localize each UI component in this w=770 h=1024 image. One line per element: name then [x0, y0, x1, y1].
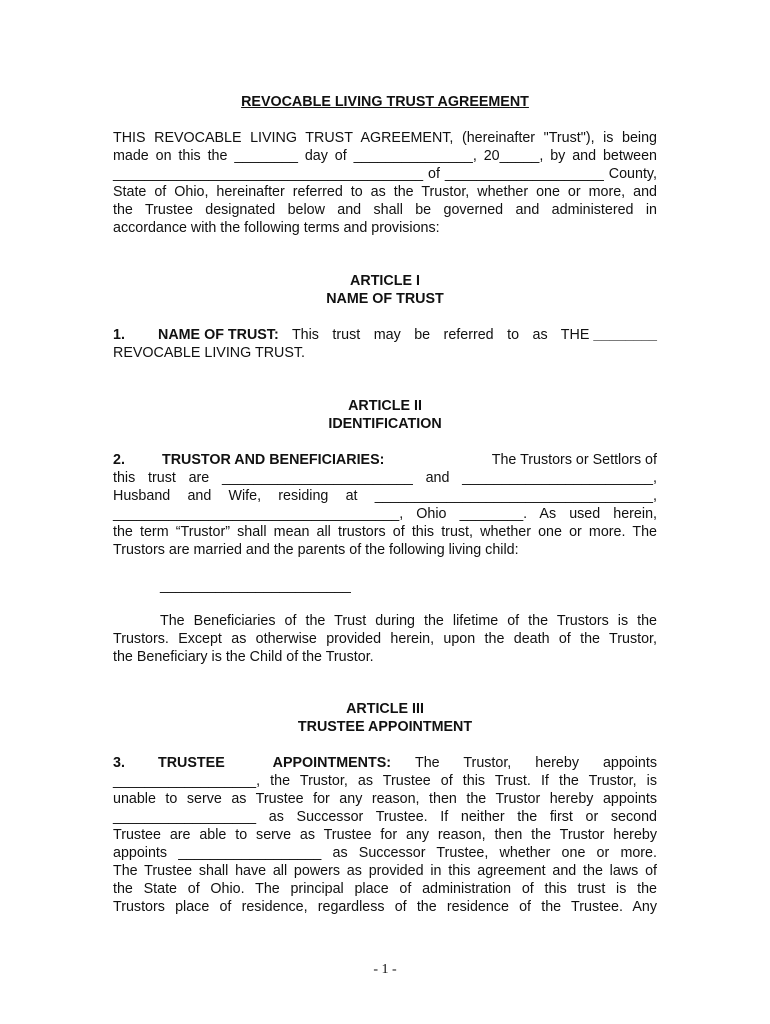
section-label: NAME OF TRUST: — [158, 327, 279, 343]
section-2-line: Husband and Wife, residing at ___________________________________, — [113, 488, 657, 504]
section-2-line: Trustors are married and the parents of the following living child: — [113, 542, 519, 558]
section-label: TRUSTEE APPOINTMENTS: — [158, 755, 391, 771]
section-3-line: The Trustee shall have all powers as provided in this agreement and the laws of — [113, 863, 657, 879]
intro-line: made on this the ________ day of _______________, 20_____, by and between — [113, 148, 657, 164]
intro-line: accordance with the following terms and provisions: — [113, 220, 440, 236]
section-3-line: __________________, the Trustor, as Trustee of this Trust. If the Trustor, is — [113, 773, 657, 789]
intro-line: State of Ohio, hereinafter referred to as the Trustor, whether one or more, and — [113, 184, 657, 200]
section-number: 3. — [113, 755, 125, 771]
section-3-line: unable to serve as Trustee for any reason, then the Trustor hereby appoints — [113, 791, 657, 807]
article-heading: ARTICLE III — [346, 701, 424, 717]
article-heading: ARTICLE I — [350, 273, 420, 289]
page-number: - 1 - — [373, 962, 397, 977]
article-subheading: IDENTIFICATION — [328, 416, 442, 432]
section-3-line — [113, 754, 657, 772]
section-2-line — [113, 451, 657, 469]
section-3-line: appoints __________________ as Successor Trustee, whether one or more. — [113, 845, 657, 861]
section-3-line: __________________ as Successor Trustee. If neither the first or second — [113, 809, 657, 825]
section-text: The Trustors or Settlors of — [491, 452, 657, 468]
intro-line: _______________________________________ of ____________________ County, — [113, 166, 657, 182]
section-text: This trust may be referred to as THE — [278, 327, 594, 343]
section-number: 2. — [113, 452, 125, 468]
section-3-line: the State of Ohio. The principal place of administration of this trust is the — [113, 881, 657, 897]
child-name-blank: ________________________ — [160, 578, 351, 594]
section-3-line: Trustee are able to serve as Trustee for any reason, then the Trustor hereby — [113, 827, 657, 843]
section-text: The Trustor, hereby appoints — [415, 755, 657, 771]
section-1-line: REVOCABLE LIVING TRUST. — [113, 345, 306, 361]
intro-line: THIS REVOCABLE LIVING TRUST AGREEMENT, (hereinafter "Trust"), is being — [113, 130, 657, 146]
section-2-line: ____________________________________, Ohio ________. As used herein, — [113, 506, 657, 522]
section-number: 1. — [113, 327, 125, 343]
section-label: TRUSTOR AND BENEFICIARIES: — [161, 452, 385, 468]
article-subheading: TRUSTEE APPOINTMENT — [297, 719, 473, 735]
intro-line: the Trustee designated below and shall be governed and administered in — [113, 202, 657, 218]
trust-name-blank: ________ — [593, 327, 657, 343]
article-heading: ARTICLE II — [348, 398, 422, 414]
section-2-line: this trust are ________________________ and ________________________, — [113, 470, 657, 486]
beneficiaries-line: The Beneficiaries of the Trust during the lifetime of the Trustors is the — [160, 613, 657, 629]
article-subheading: NAME OF TRUST — [326, 291, 444, 307]
document-title: REVOCABLE LIVING TRUST AGREEMENT — [241, 94, 529, 110]
section-3-line: Trustors place of residence, regardless of the residence of the Trustee. Any — [113, 899, 657, 915]
beneficiaries-line: the Beneficiary is the Child of the Trustor. — [113, 649, 374, 665]
section-1-line — [113, 326, 657, 344]
beneficiaries-line: Trustors. Except as otherwise provided herein, upon the death of the Trustor, — [113, 631, 657, 647]
section-2-line: the term “Trustor” shall mean all trustors of this trust, whether one or more. The — [113, 524, 657, 540]
